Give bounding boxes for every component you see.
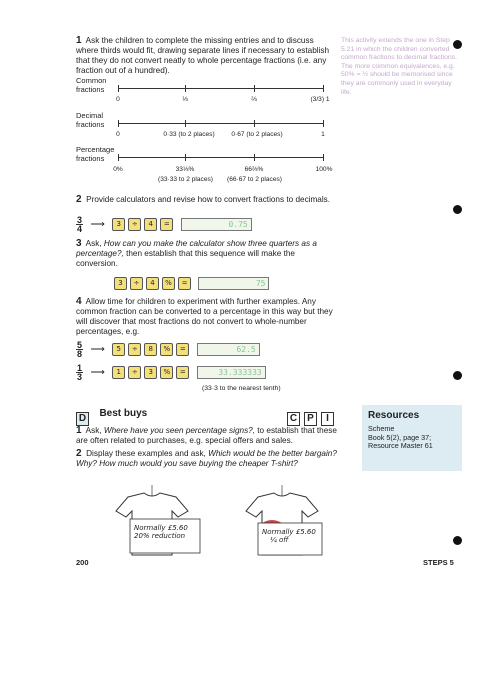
calculator-display: 0.75	[181, 218, 252, 231]
section-4-text: Allow time for children to experiment with further examples. Any common fraction can be converted to a percentage in this way but they will discover that most fractions do not convert to whole-number percentages, e.g.	[76, 297, 333, 336]
calculator-key: =	[160, 218, 173, 231]
calculator-example-3	[76, 341, 260, 359]
resources-line: Book 5(2), page 37;	[368, 432, 432, 442]
fraction: $\frac{3}{4}$	[77, 215, 83, 235]
calculator-example-2	[114, 275, 269, 293]
number-line-label: Percentage fractions	[76, 145, 115, 163]
number-line-value: 0·33 (to 2 places)	[163, 131, 215, 138]
side-note: This activity extends the one in Step 5.21 in which the children converted common fractions to decimal fractions. The more common equivalences, e.g. 50% = ½ should be memorised since they are commonly used in everyday life.	[341, 37, 457, 96]
section-number: 1	[76, 425, 82, 436]
calculator-display: 62.5	[197, 343, 260, 356]
section-2	[76, 195, 334, 205]
calculator-key: %	[162, 277, 175, 290]
number-line-value: 0	[116, 131, 120, 138]
calculator-key: 1	[112, 366, 125, 379]
calculator-key: =	[178, 277, 191, 290]
arrow-icon: ⟶	[90, 367, 105, 379]
number-line	[118, 157, 324, 158]
section-d1-question: Where have you seen percentage signs?,	[103, 426, 255, 435]
fraction: $\frac{1}{3}$	[77, 363, 83, 383]
section-4	[76, 297, 334, 337]
calculator-example-1	[76, 216, 252, 234]
number-line-label: Common fractions	[76, 76, 107, 94]
calculator-key: 8	[144, 343, 157, 356]
price-tag-text: Normally £5.60 ¼ off	[262, 528, 316, 544]
number-line-value: ⅔	[251, 96, 257, 103]
number-line-value: 0%	[113, 166, 123, 173]
section-3-text: Ask,	[85, 239, 102, 248]
number-line-value: 0·67 (to 2 places)	[231, 131, 283, 138]
number-line-value: ⅓	[182, 96, 188, 103]
section-d-header	[76, 408, 334, 422]
tag-p: P	[304, 412, 317, 426]
section-d1-text-rest: to establish that these are often related to purchases, e.g. special offers and sales.	[76, 426, 337, 445]
calculator-display: 33.333333	[197, 366, 266, 379]
number-line-value: (3/3) 1	[310, 96, 330, 103]
calculator-key: %	[160, 343, 173, 356]
section-1	[76, 36, 334, 76]
section-letter: D	[76, 412, 89, 426]
number-line-note: (66·67 to 2 places)	[227, 176, 282, 183]
section-d2-question: Which would be the better bargain? Why? How much would you save buying the cheaper T-shirt?	[76, 449, 337, 468]
section-3-text-rest: then establish that this sequence will make the conversion.	[76, 249, 295, 268]
calculator-example-4	[76, 364, 266, 382]
number-line-value: 0	[116, 96, 120, 103]
binder-hole	[453, 371, 462, 380]
section-d-1	[76, 426, 338, 446]
calculator-key: 3	[112, 218, 125, 231]
number-line-value: 66⅔%	[244, 166, 264, 173]
page-number: 200	[76, 558, 89, 567]
section-1-text: Ask the children to complete the missing entries and to discuss where thirds would fit, drawing separate lines if necessary to establish that they do not convert neatly to whole percentage fractions (i.e. any fraction out of a hundred).	[76, 36, 330, 75]
arrow-icon: ⟶	[90, 344, 105, 356]
section-number: 1	[76, 35, 82, 46]
calculator-key: ÷	[130, 277, 143, 290]
section-d-2	[76, 449, 338, 469]
binder-hole	[453, 536, 462, 545]
arrow-icon: ⟶	[90, 219, 105, 231]
calculator-key: %	[160, 366, 173, 379]
calculator-key: 5	[112, 343, 125, 356]
calculator-key: ÷	[128, 218, 141, 231]
calculator-display: 75	[198, 277, 269, 290]
binder-hole	[453, 40, 462, 49]
resources-box	[362, 405, 462, 471]
section-3-question: How can you make the calculator show three quarters as a percentage?,	[76, 239, 317, 258]
tag-i: I	[321, 412, 334, 426]
calculator-key: 3	[144, 366, 157, 379]
number-line-value: 1	[321, 131, 325, 138]
price-tag-text: Normally £5.60 20% reduction	[134, 524, 188, 540]
calculator-key: 4	[144, 218, 157, 231]
calculator-key: ÷	[128, 366, 141, 379]
calculator-key: =	[176, 366, 189, 379]
calculator-key: 3	[114, 277, 127, 290]
calculator-key: 4	[146, 277, 159, 290]
resources-line: Scheme	[368, 424, 395, 433]
section-number: 4	[76, 296, 82, 307]
section-d2-text: Display these examples and ask,	[86, 449, 206, 458]
section-number: 2	[76, 194, 82, 205]
number-line	[118, 88, 324, 89]
rounding-note: (33·3 to the nearest tenth)	[202, 385, 281, 392]
section-number: 2	[76, 448, 82, 459]
section-2-text: Provide calculators and revise how to convert fractions to decimals.	[86, 195, 331, 204]
number-line-note: (33·33 to 2 places)	[158, 176, 213, 183]
footer-steps: STEPS 5	[423, 558, 454, 567]
number-line-value: 33⅓%	[175, 166, 195, 173]
resources-heading: Resources	[368, 410, 420, 421]
section-title: Best buys	[99, 408, 148, 419]
calculator-key: =	[176, 343, 189, 356]
number-line-value: 100%	[315, 166, 333, 173]
section-d1-text: Ask,	[85, 426, 102, 435]
binder-hole	[453, 205, 462, 214]
number-line	[118, 123, 324, 124]
fraction: $\frac{5}{8}$	[77, 340, 83, 360]
calculator-key: ÷	[128, 343, 141, 356]
section-number: 3	[76, 238, 82, 249]
tag-c: C	[287, 412, 300, 426]
section-3	[76, 239, 336, 269]
number-line-label: Decimal fractions	[76, 111, 105, 129]
resources-line: Resource Master 61	[368, 441, 433, 450]
